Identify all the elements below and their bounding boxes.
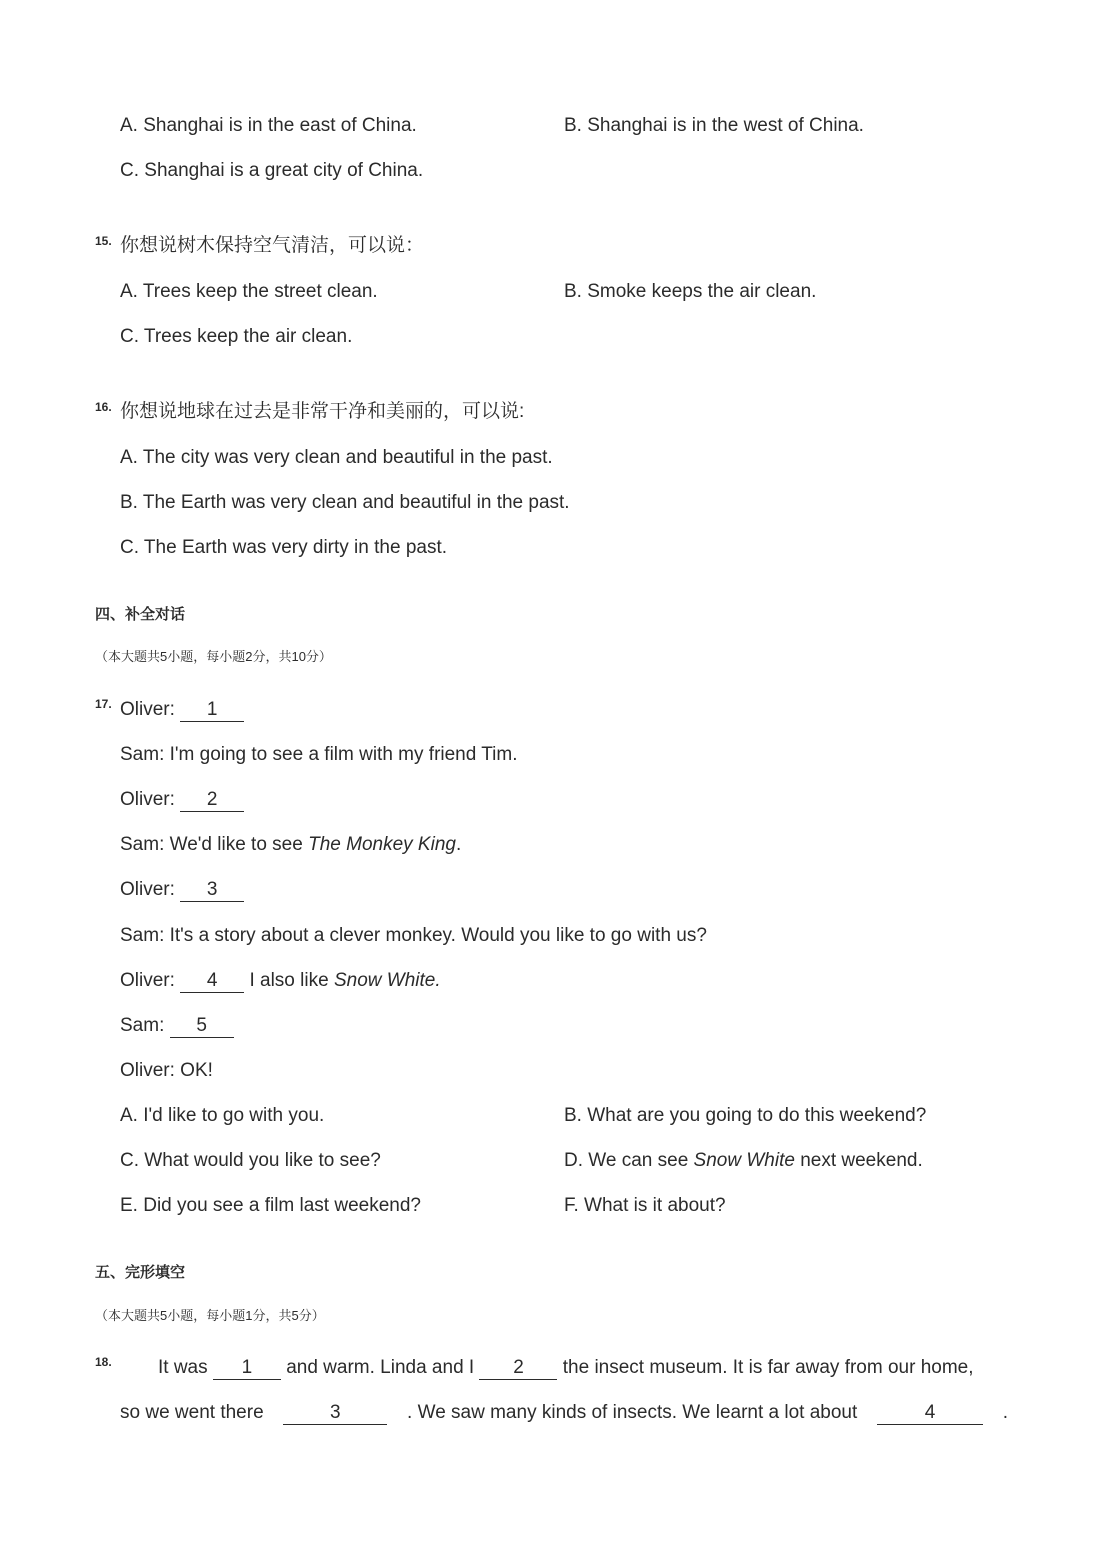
cloze-blank-4[interactable]: 4 <box>877 1402 983 1425</box>
blank-4[interactable]: 4 <box>180 970 244 993</box>
option-text: next weekend. <box>794 1150 923 1171</box>
q16-option-a: A. The city was very clean and beautiful in the past. <box>120 447 553 468</box>
dialogue-line-1 <box>120 697 244 723</box>
dialogue-line-4 <box>120 832 461 858</box>
q15-option-b: B. Smoke keeps the air clean. <box>564 281 817 302</box>
q15-option-a: A. Trees keep the street clean. <box>120 281 378 302</box>
section4-note: （本大题共5小题，每小题2分，共10分） <box>95 649 332 664</box>
film-title: The Monkey King <box>308 834 456 855</box>
cloze-blank-3[interactable]: 3 <box>283 1402 387 1425</box>
q15-option-c: C. Trees keep the air clean. <box>120 326 353 347</box>
film-title: Snow White <box>693 1150 795 1171</box>
cloze-line-1 <box>158 1355 974 1381</box>
speaker: Sam: <box>120 1015 165 1036</box>
blank-5[interactable]: 5 <box>170 1015 234 1038</box>
blank-3[interactable]: 3 <box>180 879 244 902</box>
option-text: D. We can see <box>564 1150 694 1171</box>
film-title: Snow White. <box>333 970 441 991</box>
dialogue-line-2: Sam: I'm going to see a film with my friend Tim. <box>120 744 518 765</box>
q14-option-b: B. Shanghai is in the west of China. <box>564 115 864 136</box>
dialogue-line-8 <box>120 1013 234 1039</box>
section4-title: 四、补全对话 <box>95 606 186 623</box>
q17-number: 17. <box>95 697 112 711</box>
passage-text: so we went there <box>120 1402 264 1423</box>
q17-option-f: F. What is it about? <box>564 1195 726 1216</box>
q14-option-c: C. Shanghai is a great city of China. <box>120 160 424 181</box>
dialogue-text: Sam: We'd like to see <box>120 834 309 855</box>
passage-text: the insect museum. It is far away from our home, <box>562 1357 974 1378</box>
dialogue-text: . <box>455 834 462 855</box>
q16-number: 16. <box>95 400 112 414</box>
dialogue-line-5 <box>120 877 244 903</box>
dialogue-line-6: Sam: It's a story about a clever monkey. Would you like to go with us? <box>120 925 707 946</box>
passage-text: . <box>1002 1402 1008 1423</box>
q17-option-b: B. What are you going to do this weekend? <box>564 1105 927 1126</box>
cloze-blank-1[interactable]: 1 <box>213 1357 281 1380</box>
passage-text: and warm. Linda and I <box>286 1357 475 1378</box>
blank-2[interactable]: 2 <box>180 789 244 812</box>
q17-option-a: A. I'd like to go with you. <box>120 1105 325 1126</box>
speaker: Oliver: <box>120 970 175 991</box>
q18-number: 18. <box>95 1355 112 1369</box>
cloze-blank-2[interactable]: 2 <box>479 1357 557 1380</box>
passage-text: . We saw many kinds of insects. We learnt a lot about <box>407 1402 858 1423</box>
dialogue-line-7 <box>120 968 441 994</box>
speaker: Oliver: <box>120 879 175 900</box>
q17-option-d <box>564 1148 923 1174</box>
passage-text: It was <box>158 1357 208 1378</box>
q17-option-e: E. Did you see a film last weekend? <box>120 1195 421 1216</box>
q15-number: 15. <box>95 234 112 248</box>
dialogue-line-3 <box>120 787 244 813</box>
section5-title: 五、完形填空 <box>95 1264 186 1281</box>
speaker: Oliver: <box>120 699 175 720</box>
q15-prompt: 你想说树木保持空气清洁，可以说： <box>120 235 425 256</box>
cloze-line-2 <box>120 1400 1008 1426</box>
section5-note: （本大题共5小题，每小题1分，共5分） <box>95 1308 325 1323</box>
speaker: Oliver: <box>120 789 175 810</box>
q16-option-c: C. The Earth was very dirty in the past. <box>120 537 448 558</box>
q16-option-b: B. The Earth was very clean and beautiful in the past. <box>120 492 570 513</box>
blank-1[interactable]: 1 <box>180 699 244 722</box>
dialogue-line-9: Oliver: OK! <box>120 1060 213 1081</box>
q16-prompt: 你想说地球在过去是非常干净和美丽的，可以说: <box>120 401 525 422</box>
q17-option-c: C. What would you like to see? <box>120 1150 381 1171</box>
q14-option-a: A. Shanghai is in the east of China. <box>120 115 417 136</box>
dialogue-text: I also like <box>244 970 334 991</box>
